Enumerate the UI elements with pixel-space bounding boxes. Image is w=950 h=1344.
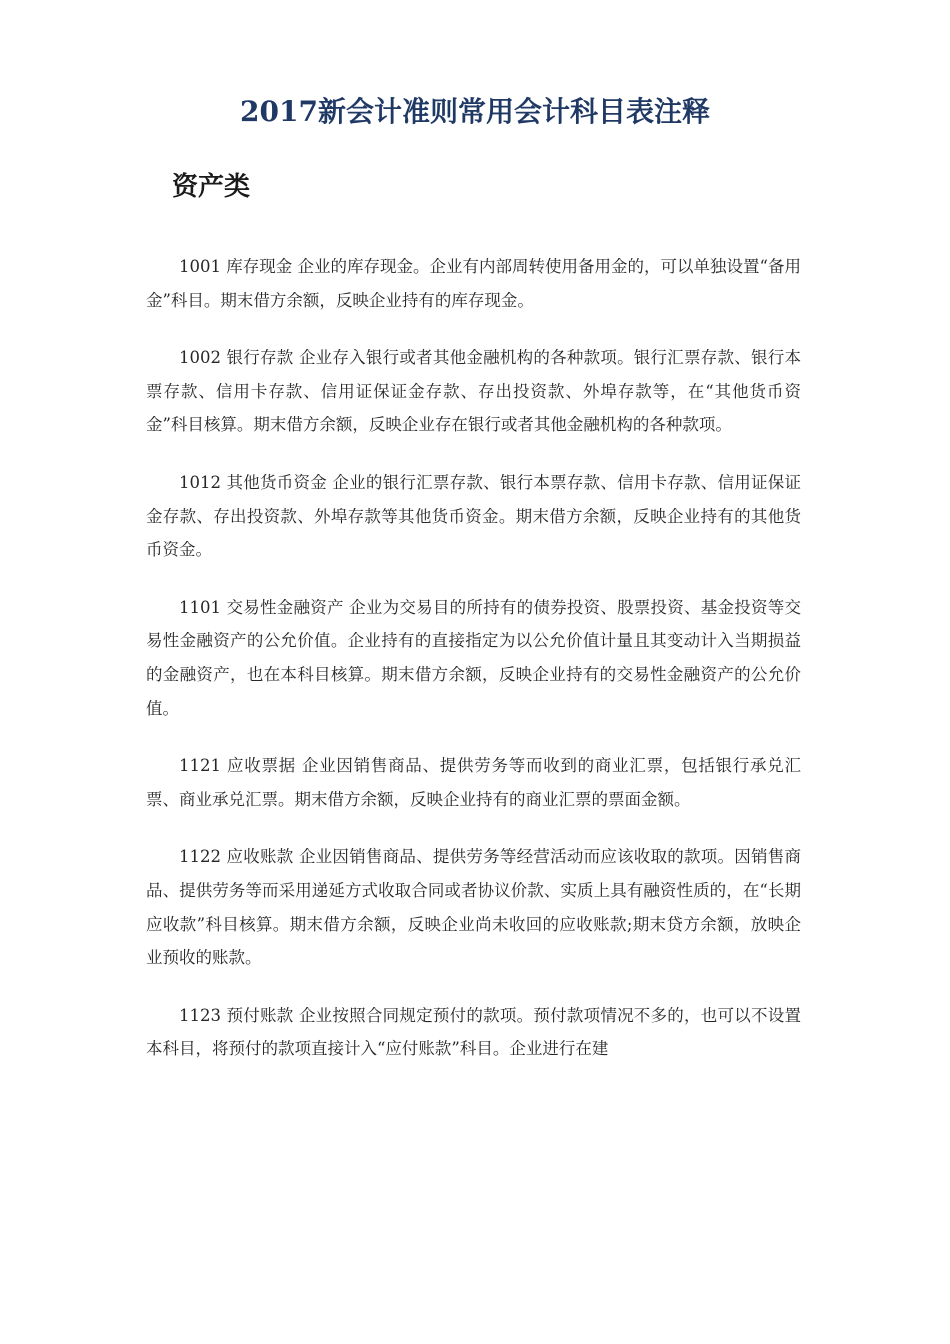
- entry-1123-prepayments: 1123 预付账款 企业按照合同规定预付的款项。预付款项情况不多的，也可以不设置本科目，将预付的款项直接计入“应付账款”科目。企业进行在建: [146, 1005, 801, 1059]
- document-body: [146, 250, 801, 1066]
- entry-1012-other-monetary-funds: 1012 其他货币资金 企业的银行汇票存款、银行本票存款、信用卡存款、信用证保证金存款、存出投资款、外埠存款等其他货币资金。期末借方余额，反映企业持有的其他货币资金。: [146, 472, 801, 560]
- document-title: 2017新会计准则常用会计科目表注释: [240, 95, 710, 128]
- entry-1121-notes-receivable: 1121 应收票据 企业因销售商品、提供劳务等而收到的商业汇票，包括银行承兑汇票、商业承兑汇票。期末借方余额，反映企业持有的商业汇票的票面金额。: [146, 756, 801, 809]
- entry-1122-accounts-receivable: 1122 应收账款 企业因销售商品、提供劳务等经营活动而应该收取的款项。因销售商品、提供劳务等而采用递延方式收取合同或者协议价款、实质上具有融资性质的，在“长期应收款”科目核算。期末借方余额，反映企业尚未收回的应收账款;期末贷方余额，放映企业预收的账款。: [146, 847, 801, 968]
- section-heading-assets: 资产类: [172, 172, 251, 202]
- entry-1001-cash-on-hand: 1001 库存现金 企业的库存现金。企业有内部周转使用备用金的，可以单独设置“备用金”科目。期末借方余额，反映企业持有的库存现金。: [146, 257, 801, 310]
- entry-1101-trading-financial-assets: 1101 交易性金融资产 企业为交易目的所持有的债券投资、股票投资、基金投资等交易性金融资产的公允价值。企业持有的直接指定为以公允价值计量且其变动计入当期损益的金融资产，也在本科目核算。期末借方余额，反映企业持有的交易性金融资产的公允价值。: [146, 597, 801, 718]
- entry-1002-bank-deposits: 1002 银行存款 企业存入银行或者其他金融机构的各种款项。银行汇票存款、银行本票存款、信用卡存款、信用证保证金存款、存出投资款、外埠存款等，在“其他货币资金”科目核算。期末借方余额，反映企业存在银行或者其他金融机构的各种款项。: [146, 348, 801, 435]
